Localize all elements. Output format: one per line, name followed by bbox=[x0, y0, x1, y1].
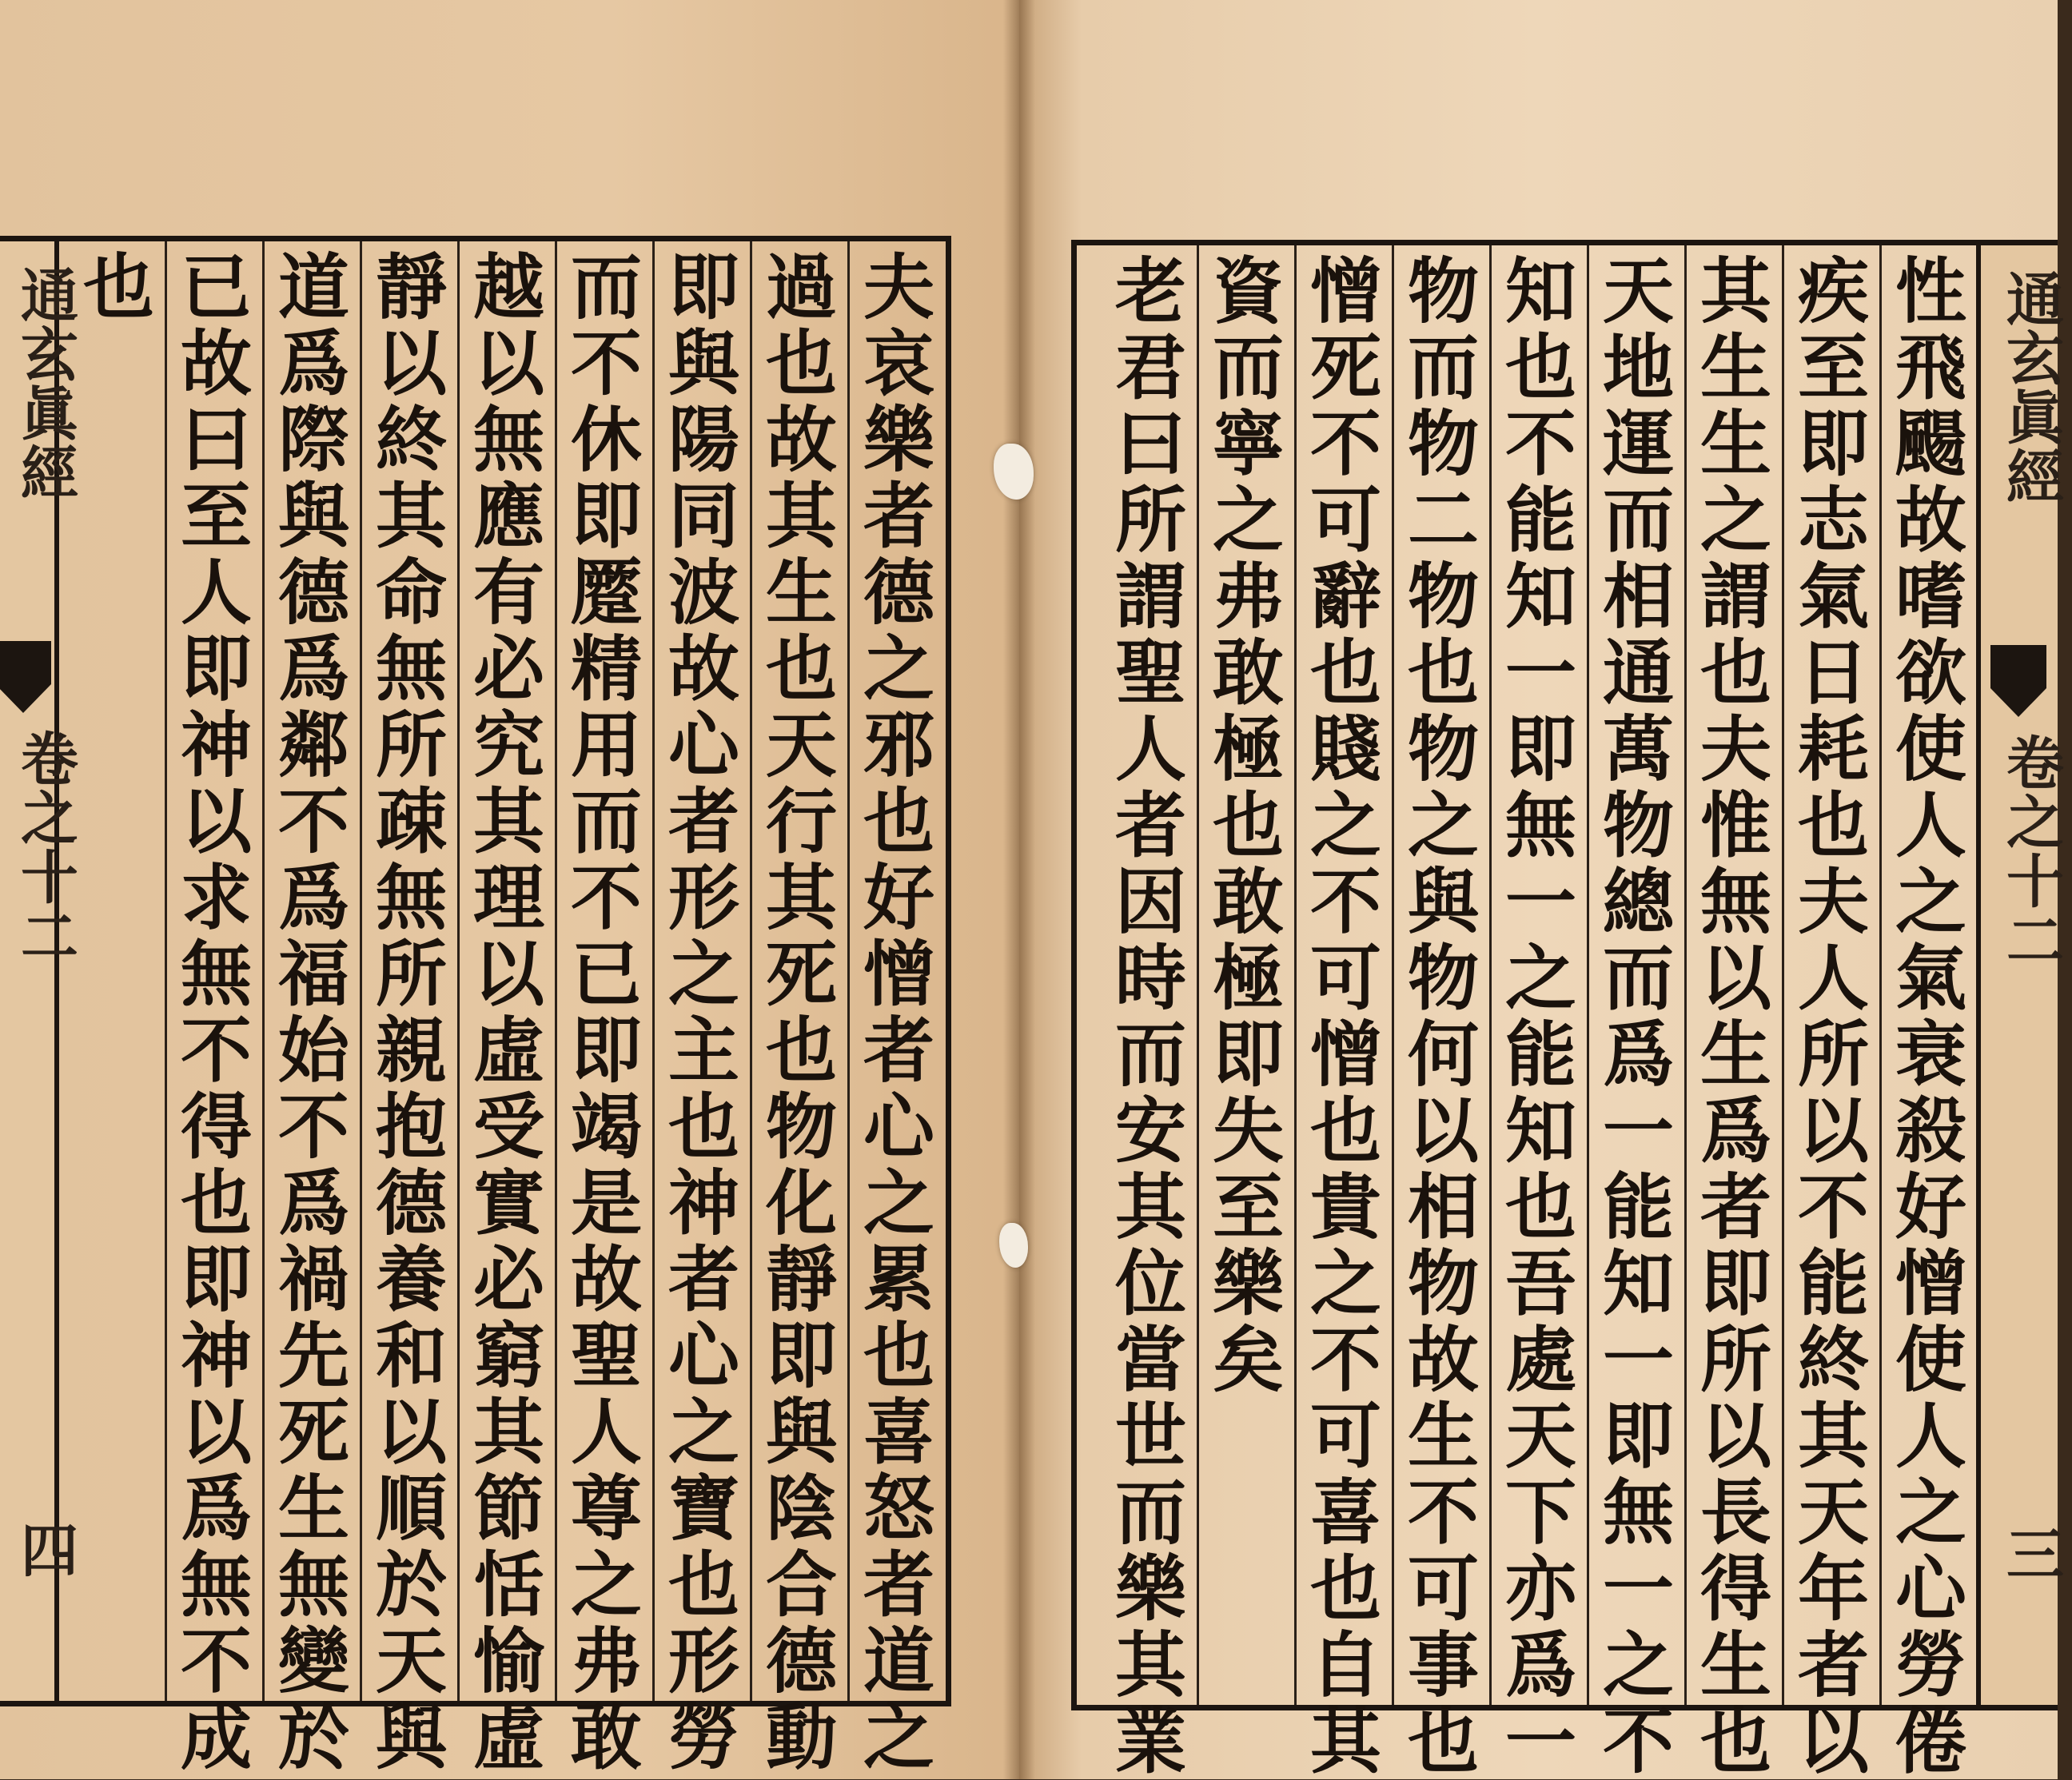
text-column-l8: 已故曰至人即神以求無不得也即神以爲無不成 bbox=[169, 249, 253, 1776]
left-spine-chapter: 卷之十二 bbox=[11, 729, 79, 966]
column-rule bbox=[1587, 245, 1589, 1705]
text-column-r5: 知也不能知一即無一之能知也吾處天下亦爲一 bbox=[1494, 253, 1578, 1780]
left-page-spine-column bbox=[0, 241, 79, 1701]
text-column-l7: 道爲際與德爲鄰不爲福始不爲禍先死生無變於 bbox=[267, 249, 351, 1776]
left-page-number: 四 bbox=[11, 1520, 79, 1578]
text-column-l5: 越以無應有必究其理以虛受實必窮其節恬愉虛 bbox=[462, 249, 546, 1776]
column-rule bbox=[1782, 245, 1784, 1705]
fish-tail-mark bbox=[1990, 645, 2046, 717]
text-column-r2: 疾至即志氣日耗也夫人所以不能終其天年者以 bbox=[1787, 253, 1871, 1780]
column-rule bbox=[1879, 245, 1882, 1705]
right-page-frame bbox=[1071, 240, 2065, 1780]
column-rule bbox=[1197, 245, 1199, 1705]
text-column-r8: 資而寧之弗敢極也敢極即失至樂矣 bbox=[1201, 253, 1285, 1399]
column-rule bbox=[165, 241, 167, 1701]
column-rule bbox=[1684, 245, 1687, 1705]
column-rule bbox=[1392, 245, 1394, 1705]
text-column-r7: 憎死不可辭也賤之不可憎也貴之不可喜也自其 bbox=[1299, 253, 1383, 1780]
text-column-r9: 老君曰所謂聖人者因時而安其位當世而樂其業 bbox=[1104, 253, 1188, 1780]
text-column-l4: 而不休即蹷精用而不已即竭是故聖人尊之弗敢 bbox=[560, 249, 644, 1776]
right-spine-title: 通玄眞經 bbox=[1997, 269, 2065, 506]
text-column-r3: 其生生之謂也夫惟無以生爲者即所以長得生也 bbox=[1689, 253, 1773, 1780]
fish-tail-mark bbox=[0, 641, 51, 713]
right-page-number: 三 bbox=[1997, 1524, 2065, 1582]
left-page-frame bbox=[0, 236, 951, 1776]
column-rule bbox=[457, 241, 460, 1701]
text-column-l1: 夫哀樂者德之邪也好憎者心之累也喜怒者道之 bbox=[852, 249, 936, 1776]
text-column-r6: 物而物二物也物之與物何以相物故生不可事也 bbox=[1397, 253, 1480, 1780]
column-rule bbox=[847, 241, 850, 1701]
text-column-l2: 過也故其生也天行其死也物化靜即與陰合德動 bbox=[755, 249, 839, 1776]
column-rule bbox=[1294, 245, 1297, 1705]
column-rule bbox=[652, 241, 655, 1701]
column-rule bbox=[1489, 245, 1492, 1705]
column-rule bbox=[262, 241, 265, 1701]
text-column-l9: 也 bbox=[72, 249, 156, 326]
text-column-r4: 天地運而相通萬物總而爲一能知一即無一之不 bbox=[1592, 253, 1676, 1780]
column-rule bbox=[360, 241, 362, 1701]
left-spine-title: 通玄眞經 bbox=[11, 265, 79, 502]
right-spine-chapter: 卷之十二 bbox=[1997, 733, 2065, 970]
text-column-r1: 性飛颺故嗜欲使人之氣衰殺好憎使人之心勞倦 bbox=[1884, 253, 1968, 1780]
column-rule bbox=[555, 241, 557, 1701]
book-gutter bbox=[1003, 0, 1035, 1779]
left-page bbox=[0, 0, 1019, 1779]
column-rule bbox=[750, 241, 752, 1701]
text-column-l3: 即與陽同波故心者形之主也神者心之寶也形勞 bbox=[657, 249, 741, 1776]
right-page-spine-column bbox=[1976, 245, 2065, 1705]
right-page bbox=[1019, 0, 2065, 1780]
text-column-l6: 靜以終其命無所疎無所親抱德養和以順於天與 bbox=[365, 249, 448, 1776]
